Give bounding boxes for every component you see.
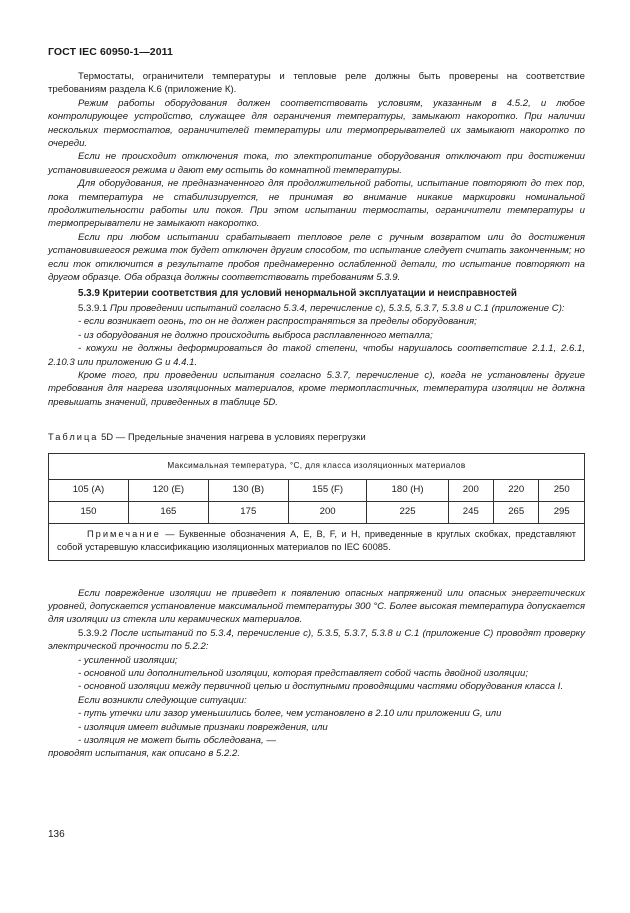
table-cell: 155 (F) [288, 479, 367, 501]
paragraph: Если при любом испытании срабатывает тепловое реле с ручным возвратом или до достижения установившегося режима ток будет отключен другим способом, то испытание следует считать законченным; но если ток отключится в результате пробоя преднамеренно ослабленной детали, то испытание повторяют на другом образце. Оба образца должны соответствовать требованиям 5.3.9. [48, 231, 585, 284]
table-cell: 245 [448, 501, 493, 523]
document-header: ГОСТ IEC 60950-1—2011 [48, 46, 173, 58]
section-heading: 5.3.9 Критерии соответствия для условий ненормальной эксплуатации и неисправностей [78, 287, 517, 299]
table-cell: 165 [128, 501, 208, 523]
subsection-intro [48, 302, 585, 315]
paragraph: Термостаты, ограничители температуры и тепловые реле должны быть проверены на соответствие требованиям раздела К.6 (приложение К). [48, 71, 585, 96]
subsection-number: 5.3.9.2 [78, 627, 108, 639]
table-caption-text: 5D — Предельные значения нагрева в условиях перегрузки [101, 432, 366, 443]
table-row-classes [49, 479, 585, 501]
temperature-limits-table [48, 453, 585, 561]
table-caption [48, 431, 585, 444]
paragraph: Если возникли следующие ситуации: [78, 694, 247, 706]
subsection-text: При проведении испытаний согласно 5.3.4, перечисление c), 5.3.5, 5.3.7, 5.3.8 и С.1 (приложение С): [110, 302, 565, 314]
list-item: - изоляция не может быть обследована, — [78, 735, 276, 747]
table-note-label: Примечание [87, 528, 161, 539]
table-note [49, 523, 585, 560]
table-cell: 225 [367, 501, 448, 523]
document-body [48, 70, 585, 761]
paragraph: Для оборудования, не предназначенного для продолжительной работы, испытание повторяют до тех пор, пока температура не стабилизируется, не принимая во внимание никакие маркировки номинальной продолжительности работы или покоя. При этом испытании термостаты, ограничители температуры и термопрерыватели не замыкают накоротко. [48, 178, 585, 230]
table-cell: 130 (B) [208, 479, 288, 501]
paragraph: Если не происходит отключения тока, то электропитание оборудования отключают при достижении установившегося режима и дают ему остыть до комнатной температуры. [48, 151, 585, 176]
table-note-body [57, 528, 576, 554]
table-cell: 120 (E) [128, 479, 208, 501]
table-cell: 250 [539, 479, 585, 501]
table-cell: 105 (A) [49, 479, 129, 501]
list-item: - кожухи не должны деформироваться до такой степени, чтобы нарушалось соответствие 2.1.1, 2.6.1, 2.10.3 или приложению G и 4.4.1. [48, 343, 585, 368]
table-cell: 265 [494, 501, 539, 523]
table-cell: 220 [494, 479, 539, 501]
paragraph: Режим работы оборудования должен соответствовать условиям, указанным в 4.5.2, и любое контролирующее устройство, служащее для ограничения температуры, замыкают накоротко. При наличии нескольких термостатов, ограничителей температуры или термопрерывателей их замыкают накоротко по очереди. [48, 97, 585, 150]
paragraph: проводят испытания, как описано в 5.2.2. [48, 748, 241, 760]
after-table-block [48, 587, 585, 761]
list-item: - путь утечки или зазор уменьшились более, чем установлено в 2.10 или приложении G, или [78, 708, 502, 720]
page-number: 136 [48, 829, 65, 840]
list-item: - изоляция имеет видимые признаки повреждения, или [78, 721, 328, 733]
table-cell: 150 [49, 501, 129, 523]
list-item: - основной или дополнительной изоляции, которая представляет собой часть двойной изоляции; [78, 668, 529, 679]
subsection-intro [48, 627, 585, 654]
list-item: - основной изоляции между первичной цепью и доступными проводящими частями оборудования класса I. [78, 681, 564, 693]
table-cell: 200 [448, 479, 493, 501]
table-note-text: — Буквенные обозначения А, Е, В, F, и Н, приведенные в круглых скобках, представляют собой устаревшую классификацию изоляционных материалов по IEC 60085. [57, 528, 576, 552]
list-item: - если возникает огонь, то он не должен распространяться за пределы оборудования; [78, 316, 477, 328]
paragraph: Кроме того, при проведении испытания согласно 5.3.7, перечисление с), когда не установлены другие требования для нагрева изоляционных материалов, кроме термопластичных, температура изоляции не должна превышать значений, приведенных в таблице 5D. [48, 369, 585, 408]
table-cell: 295 [539, 501, 585, 523]
table-row-limits [49, 501, 585, 523]
table-cell: 200 [288, 501, 367, 523]
table-header-row [49, 453, 585, 479]
table-note-row [49, 523, 585, 560]
table-cell: 180 (H) [367, 479, 448, 501]
paragraph: Если повреждение изоляции не приведет к появлению опасных напряжений или опасных энергетических уровней, допускается установление максимальной температуры 300 °С. Более высокая температура допускается для изоляции из стекла или керамических материалов. [48, 587, 585, 626]
list-item: - усиленной изоляции; [78, 654, 178, 666]
table-cell: 175 [208, 501, 288, 523]
table-header-cell: Максимальная температура, °С, для класса изоляционных материалов [49, 453, 585, 479]
list-item: - из оборудования не должно происходить выброса расплавленного металла; [78, 329, 433, 341]
subsection-text: После испытаний по 5.3.4, перечисление с), 5.3.5, 5.3.7, 5.3.8 и С.1 (приложение С) проводят проверку электрической прочности по 5.2.2: [48, 627, 585, 653]
table-caption-label: Таблица [48, 432, 99, 443]
subsection-number: 5.3.9.1 [78, 302, 108, 314]
